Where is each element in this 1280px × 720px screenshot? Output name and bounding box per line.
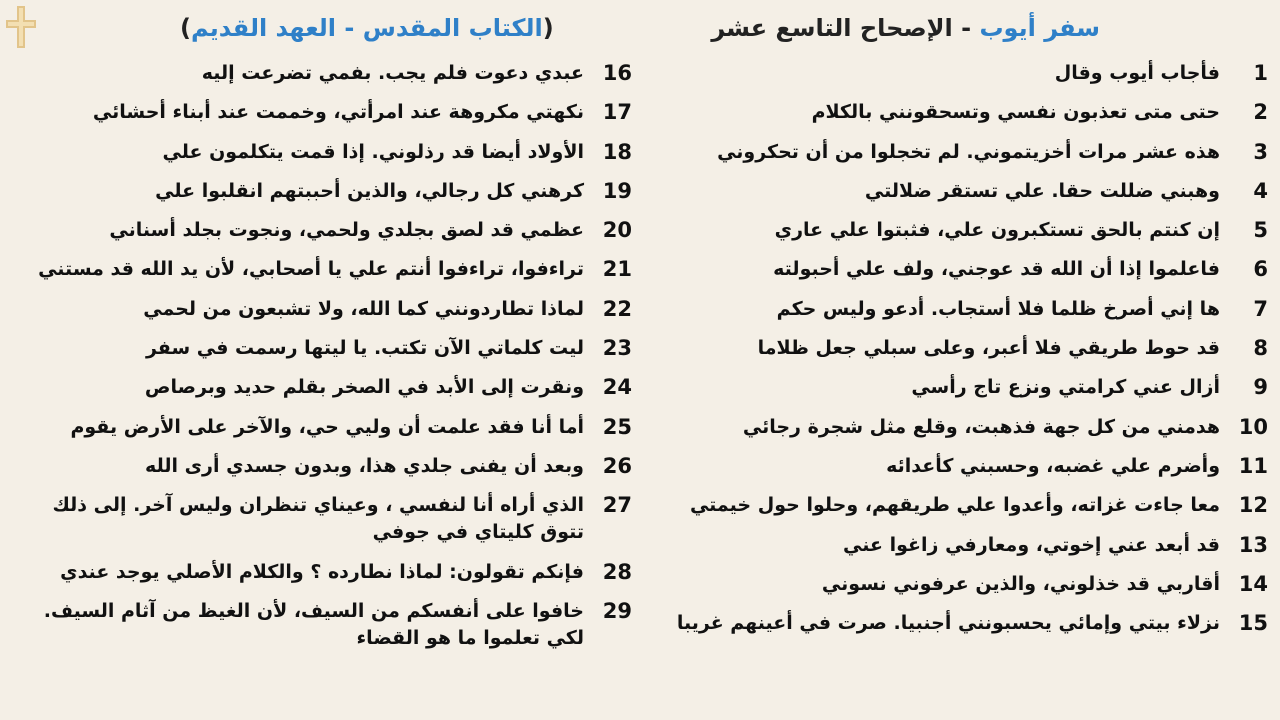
verse-number: 23 — [602, 336, 632, 361]
verse-number: 27 — [602, 493, 632, 518]
page-header — [0, 8, 1280, 48]
verse-item — [660, 99, 1268, 126]
verse-item — [12, 374, 632, 401]
verse-item — [660, 178, 1268, 205]
verse-text: قد حوط طريقي فلا أعبر، وعلى سبلي جعل ظلاما — [757, 337, 1220, 360]
verse-text: ها إني أصرخ ظلما فلا أستجاب. أدعو وليس حكم — [776, 297, 1220, 320]
verse-item — [12, 99, 632, 126]
verse-number: 17 — [602, 100, 632, 125]
verse-text: فاعلموا إذا أن الله قد عوجني، ولف علي أحبولته — [773, 258, 1220, 281]
verse-number: 1 — [1253, 61, 1268, 85]
verse-item — [12, 559, 632, 586]
verse-text: أما أنا فقد علمت أن وليي حي، والآخر على الأرض يقوم — [70, 415, 584, 438]
verse-number: 24 — [602, 375, 632, 400]
verse-item — [660, 453, 1268, 480]
verse-text: نزلاء بيتي وإمائي يحسبونني أجنبيا. صرت في أعينهم غريبا — [676, 612, 1220, 635]
verse-item — [660, 374, 1268, 401]
verse-text: وبعد أن يفنى جلدي هذا، وبدون جسدي أرى الله — [145, 454, 584, 477]
verse-item — [12, 217, 632, 244]
verse-item — [660, 296, 1268, 323]
verse-item — [12, 414, 632, 441]
verse-text: وأضرم علي غضبه، وحسبني كأعدائه — [886, 454, 1220, 477]
verse-text: عظمي قد لصق بجلدي ولحمي، ونجوت بجلد أسناني — [109, 219, 584, 242]
verse-item — [660, 256, 1268, 283]
paren-open: ( — [542, 14, 554, 42]
verse-text: ونقرت إلى الأبد في الصخر بقلم حديد وبرصاص — [144, 376, 584, 399]
verse-item — [12, 492, 632, 546]
verse-number: 9 — [1253, 375, 1268, 400]
bible-section-title — [180, 14, 580, 42]
verse-number: 19 — [602, 178, 632, 203]
verse-text: أزال عني كرامتي ونزع تاج رأسي — [911, 376, 1220, 399]
verse-item — [660, 492, 1268, 519]
book-name: سفر أيوب — [979, 14, 1100, 42]
verse-item — [660, 532, 1268, 559]
verse-text: ليت كلماتي الآن تكتب. يا ليتها رسمت في سفر — [145, 337, 584, 360]
paren-close: ) — [180, 14, 191, 42]
verse-item — [660, 217, 1268, 244]
verse-number: 28 — [602, 559, 632, 584]
chapter-title — [680, 14, 1100, 42]
verse-number: 10 — [1238, 414, 1268, 439]
verse-text: حتى متى تعذبون نفسي وتسحقونني بالكلام — [811, 101, 1220, 124]
verse-text: لماذا تطاردونني كما الله، ولا تشبعون من لحمي — [143, 297, 584, 320]
verse-item — [660, 335, 1268, 362]
verse-text: نكهتي مكروهة عند امرأتي، وخممت عند أبناء أحشائي — [92, 101, 584, 124]
chapter-name: الإصحاح التاسع عشر — [711, 14, 953, 42]
verse-text: أقاربي قد خذلوني، والذين عرفوني نسوني — [821, 572, 1220, 595]
bible-testament-label: الكتاب المقدس - العهد القديم — [190, 14, 543, 42]
verse-number: 26 — [602, 453, 632, 478]
verse-number: 11 — [1238, 453, 1268, 478]
verse-text: قد أبعد عني إخوتي، ومعارفي زاغوا عني — [843, 533, 1220, 556]
verse-item — [660, 139, 1268, 166]
verse-text: هذه عشر مرات أخزيتموني. لم تخجلوا من أن تحكروني — [717, 140, 1220, 163]
verse-number: 2 — [1253, 100, 1268, 125]
verse-number: 6 — [1253, 257, 1268, 282]
verse-number: 4 — [1253, 178, 1268, 203]
verse-number: 14 — [1238, 571, 1268, 596]
verse-number: 22 — [602, 296, 632, 321]
verse-text: خافوا على أنفسكم من السيف، لأن الغيظ من آثام السيف. لكي تعلموا ما هو القضاء — [43, 599, 584, 649]
verse-text: الذي أراه أنا لنفسي ، وعيناي تنظران وليس آخر. إلى ذلك تتوق كليتاي في جوفي — [52, 494, 584, 544]
verse-text: فإنكم تقولون: لماذا نطارده ؟ والكلام الأصلي يوجد عندي — [60, 560, 584, 583]
verse-item — [12, 256, 632, 283]
verse-item — [12, 453, 632, 480]
verse-text: كرهني كل رجالي، والذين أحببتهم انقلبوا علي — [155, 179, 584, 202]
verse-text: تراءفوا، تراءفوا أنتم علي يا أصحابي، لأن يد الله قد مستني — [38, 258, 584, 281]
verse-number: 13 — [1238, 532, 1268, 557]
verse-text: وهبني ضللت حقا. علي تستقر ضلالتي — [864, 179, 1220, 202]
title-separator: - — [952, 14, 980, 42]
verse-item — [12, 335, 632, 362]
verse-number: 20 — [602, 218, 632, 243]
verse-item — [660, 414, 1268, 441]
verse-number: 25 — [602, 414, 632, 439]
verse-item — [660, 60, 1268, 87]
verses-column-left — [12, 60, 632, 664]
verse-item — [12, 60, 632, 87]
verse-number: 12 — [1238, 493, 1268, 518]
verse-item — [12, 178, 632, 205]
verse-number: 16 — [602, 61, 632, 85]
verse-item — [12, 598, 632, 652]
verse-number: 7 — [1253, 296, 1268, 321]
verse-item — [12, 139, 632, 166]
verses-column-right — [660, 60, 1268, 649]
verse-text: الأولاد أيضا قد رذلوني. إذا قمت يتكلمون علي — [162, 140, 584, 163]
verse-number: 29 — [602, 598, 632, 623]
verse-number: 18 — [602, 139, 632, 164]
verse-number: 3 — [1253, 139, 1268, 164]
verse-text: عبدي دعوت فلم يجب. بفمي تضرعت إليه — [201, 62, 584, 84]
verse-text: إن كنتم بالحق تستكبرون علي، فثبتوا علي عاري — [774, 219, 1220, 242]
verse-item — [660, 571, 1268, 598]
verse-item — [660, 610, 1268, 637]
verse-text: هدمني من كل جهة فذهبت، وقلع مثل شجرة رجائي — [742, 415, 1220, 438]
verse-number: 5 — [1253, 218, 1268, 243]
verse-number: 8 — [1253, 336, 1268, 361]
verse-number: 15 — [1238, 611, 1268, 636]
verse-text: فأجاب أيوب وقال — [1054, 62, 1220, 84]
verse-item — [12, 296, 632, 323]
verse-number: 21 — [602, 257, 632, 282]
verse-text: معا جاءت غزاته، وأعدوا علي طريقهم، وحلوا حول خيمتي — [689, 494, 1220, 517]
